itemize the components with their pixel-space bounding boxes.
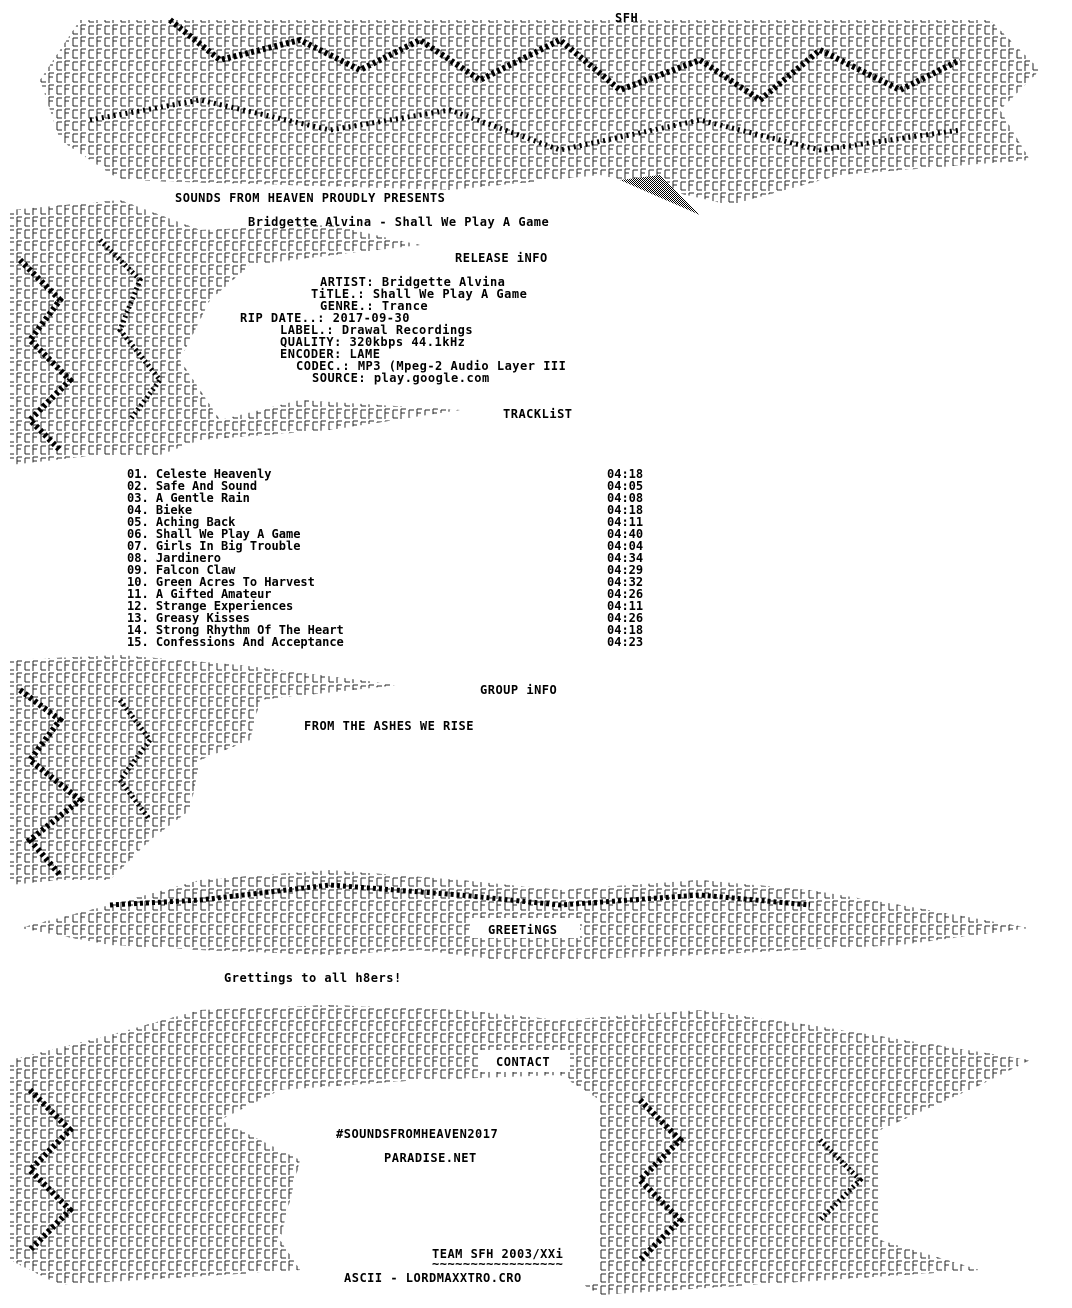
track-number: 09. [127, 563, 149, 577]
info-label: RIP DATE..: [240, 311, 325, 325]
track-number: 10. [127, 575, 149, 589]
group-motto: FROM THE ASHES WE RISE [304, 719, 474, 733]
track-title: Girls In Big Trouble [155, 539, 301, 553]
info-label: CODEC.: [296, 359, 351, 373]
contact-heading: CONTACT [496, 1055, 551, 1069]
track-number: 02. [127, 479, 149, 493]
track-title: Green Acres To Harvest [155, 575, 315, 589]
ascii-credit: ASCII - LORDMAXXTRO.CRO [344, 1271, 522, 1285]
tracklist-heading: TRACKLiST [503, 407, 573, 421]
presents-line: SOUNDS FROM HEAVEN PROUDLY PRESENTS [175, 191, 446, 205]
greetings-band-art [20, 870, 1030, 960]
irc-channel: #SOUNDSFROMHEAVEN2017 [336, 1127, 499, 1141]
info-label: ENCODER: [280, 347, 342, 361]
group-tag: SFH [615, 11, 639, 25]
track-title: Shall We Play A Game [155, 527, 301, 541]
track-time: 04:32 [607, 575, 644, 589]
greetings-text: Grettings to all h8ers! [224, 971, 402, 985]
release-info-heading: RELEASE iNFO [455, 251, 548, 265]
info-value: MP3 (Mpeg-2 Audio Layer III [357, 359, 567, 373]
track-time: 04:18 [607, 623, 644, 637]
greetings-heading: GREETiNGS [488, 923, 558, 937]
left-group-art [10, 655, 400, 885]
info-value: 320kbps 44.1kHz [349, 335, 466, 349]
group-info-heading: GROUP iNFO [480, 683, 558, 697]
track-title: A Gentle Rain [155, 491, 250, 505]
track-title: Safe And Sound [155, 479, 258, 493]
track-row [127, 492, 657, 504]
release-title: Bridgette Alvina - Shall We Play A Game [248, 215, 550, 229]
info-label: TiTLE.: [311, 287, 366, 301]
track-number: 04. [127, 503, 149, 517]
track-time: 04:18 [607, 503, 644, 517]
irc-network: PARADISE.NET [384, 1151, 477, 1165]
team-underline: ~~~~~~~~~~~~~~~~~ [432, 1257, 564, 1271]
top-logo-art [40, 20, 1040, 215]
track-title: Greasy Kisses [155, 611, 250, 625]
info-label: GENRE.: [320, 299, 375, 313]
track-row [127, 636, 657, 648]
track-number: 08. [127, 551, 149, 565]
track-time: 04:23 [607, 635, 644, 649]
track-number: 12. [127, 599, 149, 613]
track-time: 04:26 [607, 611, 644, 625]
track-time: 04:26 [607, 587, 644, 601]
info-value: Trance [381, 299, 429, 313]
track-number: 14. [127, 623, 149, 637]
info-value: Shall We Play A Game [372, 287, 528, 301]
track-title: Aching Back [155, 515, 236, 529]
info-line [312, 372, 490, 384]
track-number: 15. [127, 635, 149, 649]
info-label: SOURCE: [312, 371, 367, 385]
track-number: 05. [127, 515, 149, 529]
track-time: 04:05 [607, 479, 644, 493]
track-title: A Gifted Amateur [155, 587, 272, 601]
track-time: 04:04 [607, 539, 644, 553]
info-label: ARTIST: [320, 275, 375, 289]
track-title: Celeste Heavenly [155, 467, 272, 481]
track-number: 07. [127, 539, 149, 553]
track-title: Strange Experiences [155, 599, 294, 613]
track-number: 11. [127, 587, 149, 601]
track-time: 04:08 [607, 491, 644, 505]
track-time: 04:11 [607, 599, 644, 613]
track-time: 04:40 [607, 527, 644, 541]
track-title: Falcon Claw [155, 563, 236, 577]
info-value: Bridgette Alvina [381, 275, 506, 289]
track-number: 06. [127, 527, 149, 541]
track-time: 04:34 [607, 551, 644, 565]
info-value: Drawal Recordings [341, 323, 474, 337]
team-credit: TEAM SFH 2003/XXi [432, 1247, 564, 1261]
track-title: Confessions And Acceptance [155, 635, 344, 649]
info-value: play.google.com [373, 371, 490, 385]
track-title: Bieke [155, 503, 193, 517]
track-time: 04:29 [607, 563, 644, 577]
info-label: LABEL.: [280, 323, 335, 337]
track-title: Jardinero [155, 551, 221, 565]
track-number: 13. [127, 611, 149, 625]
track-number: 03. [127, 491, 149, 505]
track-number: 01. [127, 467, 149, 481]
track-time: 04:18 [607, 467, 644, 481]
info-label: QUALITY: [280, 335, 342, 349]
track-title: Strong Rhythm Of The Heart [155, 623, 344, 637]
track-time: 04:11 [607, 515, 644, 529]
info-value: LAME [349, 347, 381, 361]
info-value: 2017-09-30 [332, 311, 410, 325]
